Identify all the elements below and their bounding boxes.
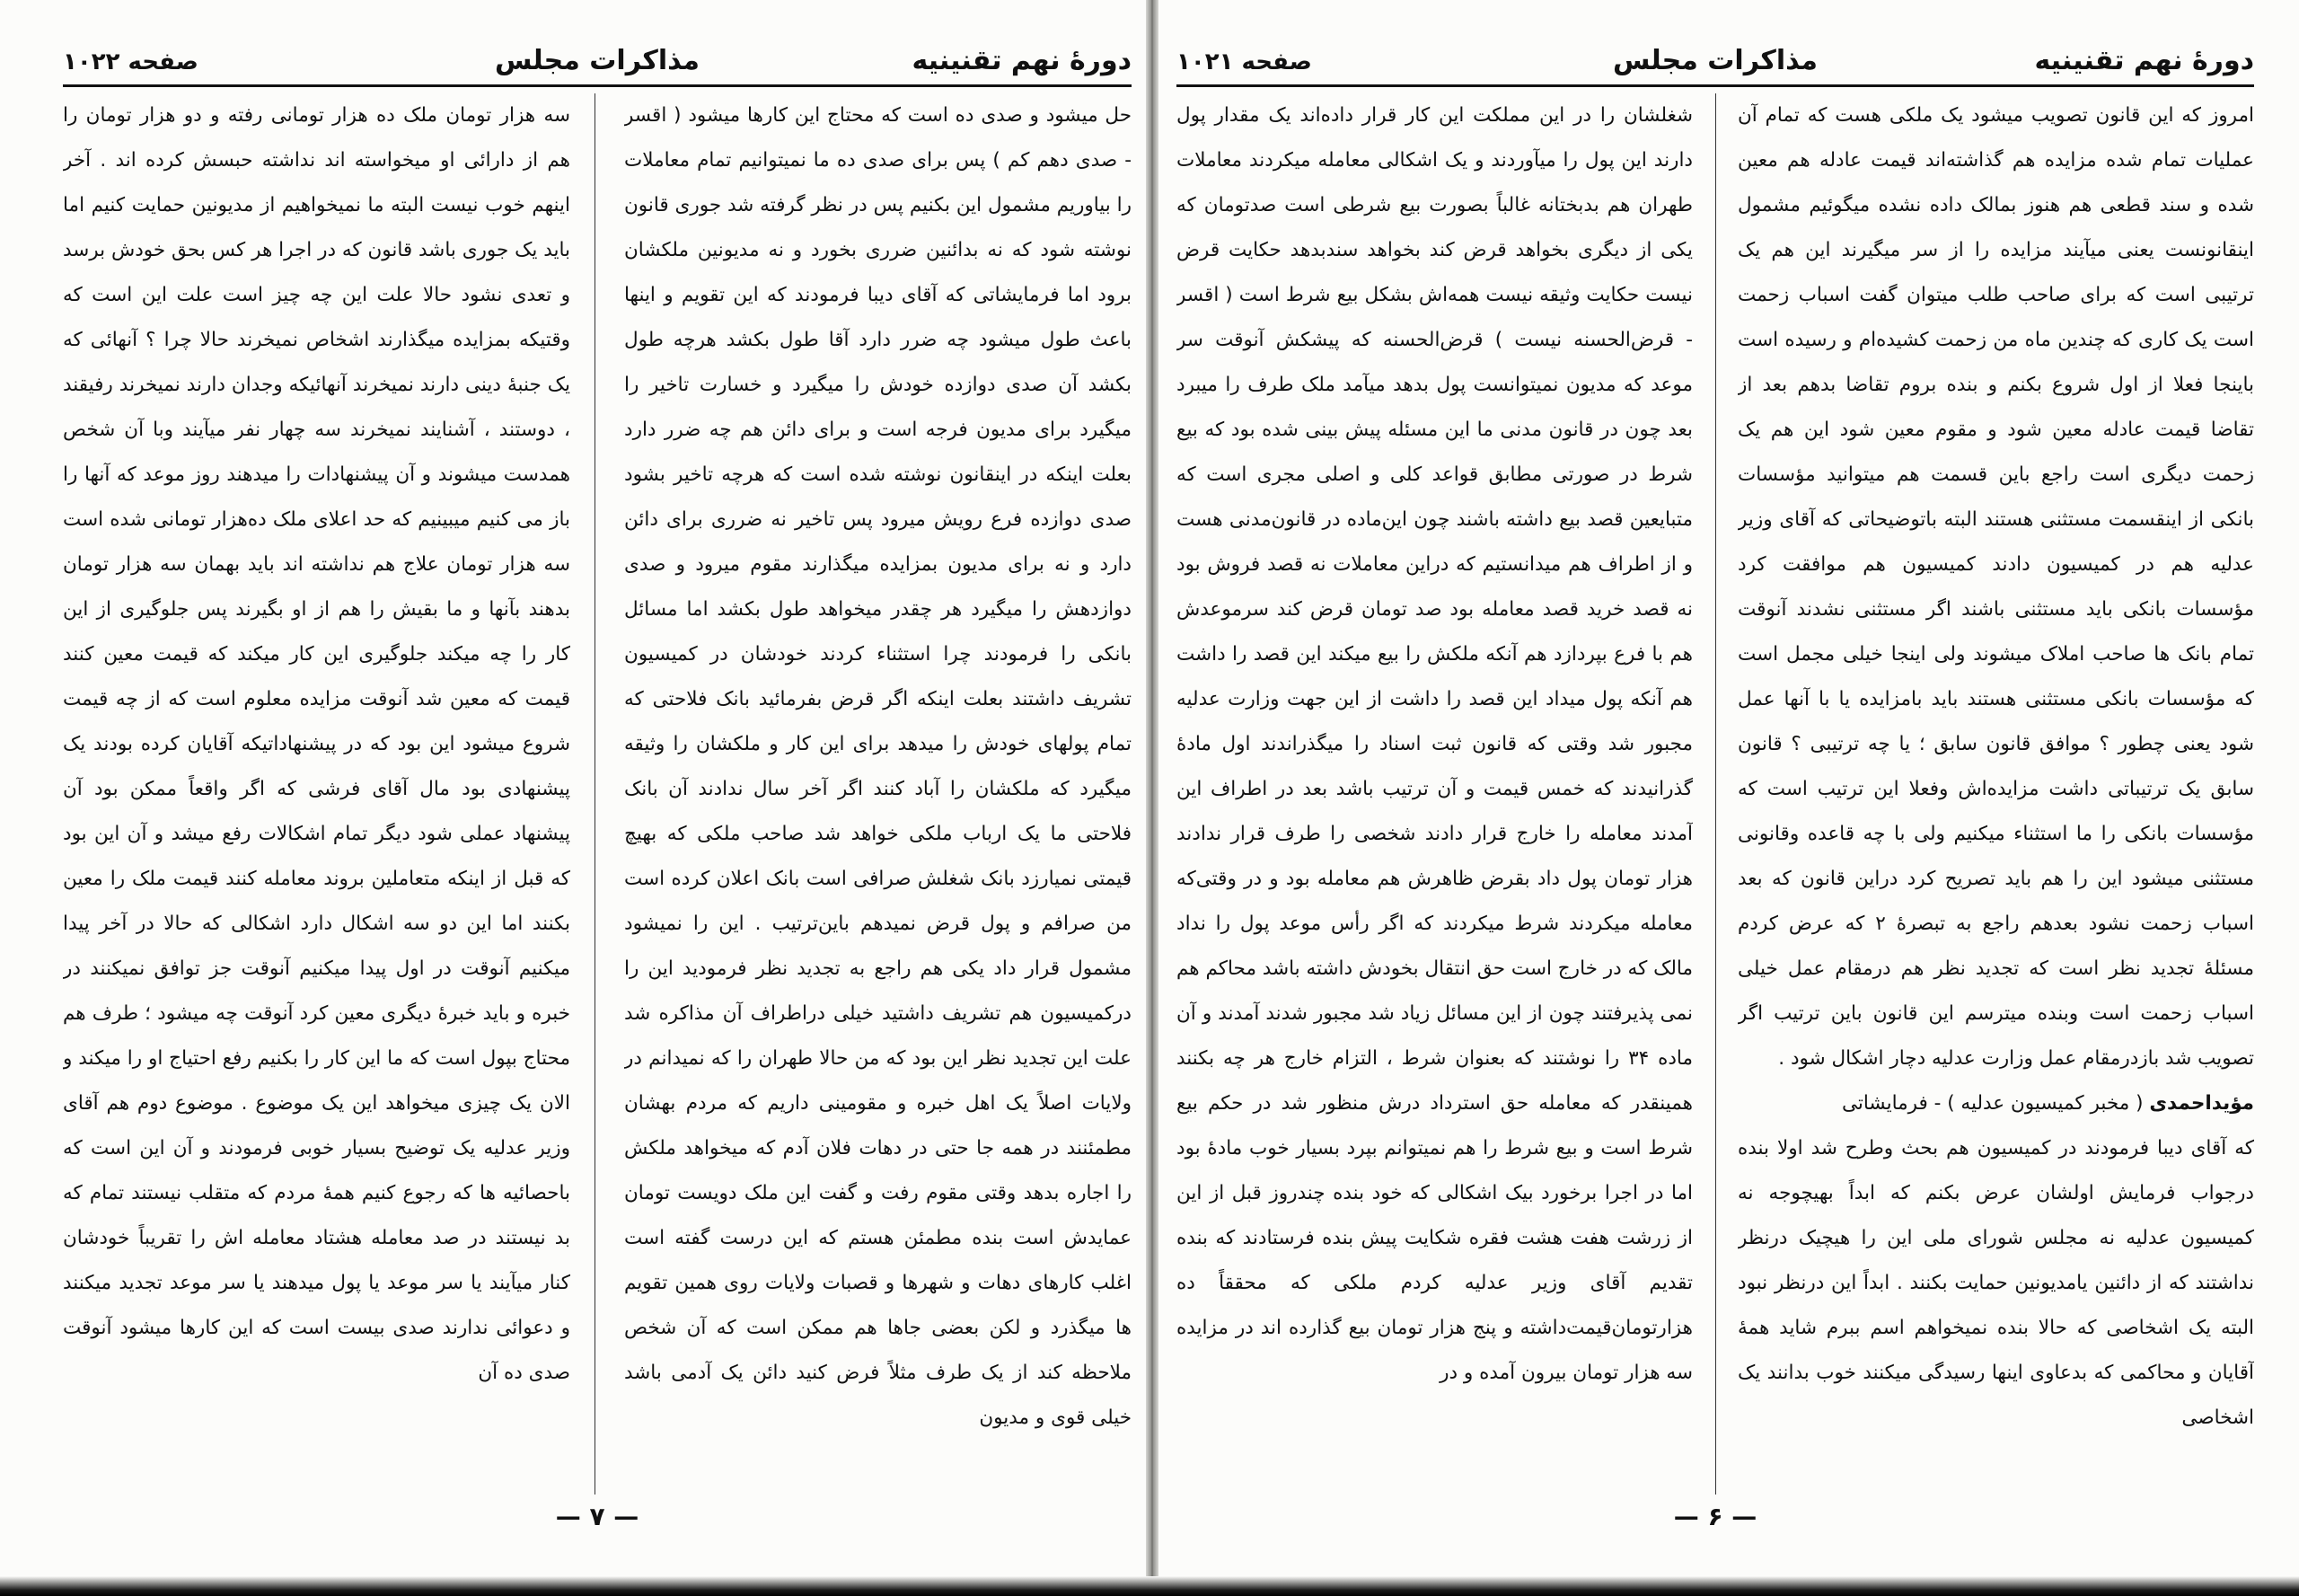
speaker-paragraph bbox=[1738, 1081, 2254, 1126]
page-number: — ۷ — bbox=[555, 1502, 639, 1531]
header-page-label: صفحه ۱۰۲۱ bbox=[1176, 48, 1312, 75]
header-rule bbox=[1176, 84, 2254, 87]
header-title: مذاکرات مجلس bbox=[494, 45, 700, 76]
header-term: دورهٔ نهم تقنینیه bbox=[2034, 45, 2254, 76]
speaker-name: مؤیداحمدی bbox=[2149, 1092, 2254, 1115]
text-column-right bbox=[1738, 93, 2254, 1495]
text-column-left bbox=[1176, 93, 1693, 1495]
header-page-label: صفحه ۱۰۲۲ bbox=[63, 48, 198, 75]
text-column-right bbox=[624, 93, 1132, 1495]
book-gutter bbox=[1146, 0, 1158, 1596]
left-page bbox=[63, 0, 1132, 1581]
column-divider bbox=[1715, 93, 1716, 1495]
header-rule bbox=[63, 84, 1132, 87]
column-text: امروز که این قانون تصویب میشود یک ملکی هست که تمام آن عملیات تمام شده مزایده هم گذاشته‌اند قیمت عادله هم معین شده و سند قطعی هم هنوز بمالک داده نشده میگوئیم مشمول اینقانونست یعنی میآیند مزایده را از سر میگیرند این هم یک ترتیبی است که برای صاحب طلب میتوان گفت اسباب زحمت است یک کاری که چندین ماه من زحمت کشیده‌ام و رسیده است باینجا فعلا از اول شروع بکنم و بنده بروم تقاضا بدهم بعد از تقاضا قیمت عادله معین شود و مقوم معین شود این هم یک زحمت دیگری است راجع باین قسمت هم میتوانید مؤسسات بانکی از اینقسمت مستثنی هستند البته باتوضیحاتی که آقای وزیر عدلیه هم در کمیسیون دادند کمیسیون هم موافقت کرد مؤسسات بانکی باید مستثنی باشند اگر مستثنی نشدند آنوقت تمام بانک ها صاحب املاک میشوند ولی اینجا خیلی مجمل است که مؤسسات بانکی مستثنی هستند باید بامزایده یا با آنها عمل شود یعنی چطور ؟ موافق قانون سابق ؛ یا چه ترتیبی ؟ قانون سابق یک ترتیباتی داشت مزایده‌اش وفعلا این ترتیب است که مؤسسات بانکی را ما استثناء میکنیم ولی با چه قاعده وقانونی مستثنی میشود این را هم باید تصریح کرد دراین قانون که بعد اسباب زحمت نشود بعدهم راجع به تبصرهٔ ۲ که عرض کردم مسئلهٔ تجدید نظر است که تجدید نظر هم درمقام عمل خیلی اسباب زحمت است وبنده میترسم این قانون باین ترتیب اگر تصویب شد بازدرمقام عمل وزارت عدلیه دچار اشکال شود . bbox=[1738, 104, 2254, 1070]
column-text: حل میشود و صدی ده است که محتاج این کارها میشود ( اقسر - صدی دهم کم ) پس برای صدی ده ما نمیتوانیم تمام معاملات را بیاوریم مشمول این بکنیم پس در نظر گرفته شد جوری قانون نوشته شود که نه بدائنین ضرری بخورد و نه مدیونین ملکشان برود اما فرمایشاتی که آقای دیبا فرمودند که این تقویم و اینها باعث طول میشود چه ضرر دارد آقا طول بکشد هرچه طول بکشد آن صدی دوازده خودش را میگیرد و خسارت تاخیر را میگیرد برای مدیون فرجه است و برای دائن هم چه ضرر دارد بعلت اینکه در اینقانون نوشته شده است که هرچه تاخیر بشود صدی دوازده فرع رویش میرود پس تاخیر نه ضرری برای دائن دارد و نه برای مدیون بمزایده میگذارند مقوم میرود و صدی دوازدهش را میگیرد هر چقدر میخواهد طول بکشد اما مسائل بانکی را فرمودند چرا استثناء کردند خودشان در کمیسیون تشریف داشتند بعلت اینکه اگر قرض بفرمائید بانک فلاحتی که تمام پولهای خودش را میدهد برای این کار و ملکشان را وثیقه میگیرد که ملکشان را آباد کنند اگر آخر سال ندادند آن بانک فلاحتی ما یک ارباب ملکی خواهد شد صاحب ملکی که بهیچ قیمتی نمیارزد بانک شغلش صرافی است بانک اعلان کرده است من صرافم و پول قرض نمیدهم باین‌ترتیب . این را نمیشود مشمول قرار داد یکی هم راجع به تجدید نظر فرمودید این را درکمیسیون هم تشریف داشتید خیلی دراطراف آن مذاکره شد علت این تجدید نظر این بود که من حالا طهران را که نمیدانم در ولایات اصلاً یک اهل خبره و مقومینی داریم که مردم بهشان مطمئنند در همه جا حتی در دهات فلان آدم که میخواهد ملکش را اجاره بدهد وقتی مقوم رفت و گفت این ملک دویست تومان عمایدش است بنده مطمئن هستم که این درست گفته است اغلب کارهای دهات و شهرها و قصبات ولایات روی همین تقویم ها میگذرد و لکن بعضی جاها هم ممکن است که آن شخص ملاحظه کند از یک طرف مثلاً فرض کنید دائن یک آدمی باشد خیلی قوی و مدیون bbox=[624, 104, 1132, 1429]
page-header bbox=[63, 45, 1132, 81]
column-text: که آقای دیبا فرمودند در کمیسیون هم بحث وطرح شد اولا بنده درجواب فرمایش اولشان عرض بکنم که ابداً بهیچوجه نه کمیسیون عدلیه نه مجلس شورای ملی این را هیچیک درنظر نداشتند که از دائنین یامدیونین حمایت بکنند . ابداً این درنظر نبود البته یک اشخاصی که حالا بنده نمیخواهم اسم ببرم شاید همهٔ آقایان و محاکمی که بدعاوی اینها رسیدگی میکنند خوب بدانند یک اشخاصی bbox=[1738, 1137, 2254, 1429]
column-text: شغلشان را در این مملکت این کار قرار داده‌اند یک مقدار پول دارند این پول را میآوردند و یک اشکالی معامله میکردند معاملات طهران هم بدبختانه غالباً بصورت بیع شرطی است صدتومان که یکی از دیگری بخواهد قرض کند بخواهد سندبدهد حکایت قرض نیست حکایت وثیقه نیست همه‌اش بشکل بیع شرط است ( اقسر - قرض‌الحسنه نیست ) قرض‌الحسنه که پیشکش آنوقت سر موعد که مدیون نمیتوانست پول بدهد میآمد ملک طرف را میبرد بعد چون در قانون مدنی ما این مسئله پیش بینی شده بود که بیع شرط در صورتی مطابق قواعد کلی و اصلی مجری است که متبایعین قصد بیع داشته باشند چون این‌ماده در قانون‌مدنی هست و از اطراف هم میدانستیم که دراین معاملات نه قصد فروش بود نه قصد خرید قصد معامله بود صد تومان قرض کند سرموعدش هم با فرع بپردازد هم آنکه ملکش را بیع میکند این قصد را داشت هم آنکه پول میداد این قصد را داشت از این جهت وزارت عدلیه مجبور شد وقتی که قانون ثبت اسناد را میگذراندند اول مادهٔ گذرانیدند که خمس قیمت و آن ترتیب باشد بعد در اطراف این آمدند معامله را خارج قرار دادند شخصی را طرف قرار ندادند هزار تومان پول داد بقرض ظاهرش هم معامله بود و در وقتی‌که معامله میکردند شرط میکردند که اگر رأس موعد پول را نداد مالک که در خارج است حق انتقال بخودش داشته باشد محاکم هم نمی پذیرفتند چون از این مسائل زیاد شد مجبور شدند آمدند و آن ماده ۳۴ را نوشتند که بعنوان شرط ، التزام خارج هر چه بکنند همینقدر که معامله حق استرداد درش منظور شد در حکم بیع شرط است و بیع شرط را هم نمیتوانم بپرد بسیار خوب مادهٔ بود اما در اجرا برخورد بیک اشکالی که خود بنده چندروز قبل از این از زرشت هفت هشت فقره شکایت پیش بنده فرستادند که بنده تقدیم آقای وزیر عدلیه کردم ملکی که محققاً ده هزارتومان‌قیمت‌داشته و پنج هزار تومان بیع گذارده اند در مزایده سه هزار تومان بیرون آمده و در bbox=[1176, 104, 1693, 1384]
column-text: سه هزار تومان ملک ده هزار تومانی رفته و دو هزار تومان را هم از دارائی او میخواسته اند نداشته حبسش کرده اند . آخر اینهم خوب نیست البته ما نمیخواهیم از مدیونین حمایت کنیم اما باید یک جوری باشد قانون که در اجرا هر کس بحق خودش برسد و تعدی نشود حالا علت این چه چیز است علت این است که وقتیکه بمزایده میگذارند اشخاص نمیخرند حالا چرا ؟ آنهائی که یک جنبهٔ دینی دارند نمیخرند آنهائیکه وجدان دارند نمیخرند رفیقند ، دوستند ، آشنایند نمیخرند سه چهار نفر میآیند وبا آن شخص همدست میشوند و آن پیشنهادات را میدهند روز موعد که آنها را باز می کنیم میبینیم که حد اعلای ملک ده‌هزار تومانی شده است سه هزار تومان علاج هم نداشته اند باید بهمان سه هزار تومان بدهند بآنها و ما بقیش را هم از او بگیرند پس جلوگیری از این کار را چه میکند جلوگیری این کار میکند که قیمت معین کنند قیمت که معین شد آنوقت مزایده معلوم است که از چه قیمت شروع میشود این بود که در پیشنهاداتیکه آقایان کرده بودند یک پیشنهادی بود مال آقای فرشی که اگر واقعاً ممکن بود آن پیشنهاد عملی شود دیگر تمام اشکالات رفع میشد و آن این بود که قبل از اینکه متعاملین بروند معامله کنند قیمت ملک را معین بکنند اما این دو سه اشکال دارد اشکالی که حالا در آخر پیدا میکنیم آنوقت در اول پیدا میکنیم آنوقت جز توافق نمیکنند در خبره و باید خبرهٔ دیگری معین کرد آنوقت چه میشود ؛ طرف هم محتاج بپول است که ما این کار را بکنیم رفع احتیاج او را میکند و الان یک چیزی میخواهد این یک موضوع . موضوع دوم هم آقای وزیر عدلیه یک توضیح بسیار خوبی فرمودند و آن این است که باحصائیه ها که رجوع کنیم همهٔ مردم که متقلب نیستند تمام که بد نیستند در صد معامله هشتاد معامله اش را تقریباً خودشان کنار میآیند یا سر موعد یا پول میدهند یا سر موعد تجدید میکنند و دعوائی ندارند صدی بیست است که این کارها میشود آنوقت صدی ده آن bbox=[63, 104, 570, 1384]
page-number: — ۶ — bbox=[1673, 1502, 1757, 1531]
header-term: دورهٔ نهم تقنینیه bbox=[912, 45, 1132, 76]
text-column-left bbox=[63, 93, 570, 1495]
scan-bottom-edge bbox=[0, 1576, 2299, 1596]
page-header bbox=[1176, 45, 2254, 81]
speaker-role: ( مخبر کمیسیون عدلیه ) - فرمایشاتی bbox=[1841, 1092, 2144, 1115]
right-page bbox=[1176, 0, 2254, 1581]
header-title: مذاکرات مجلس bbox=[1612, 45, 1819, 76]
